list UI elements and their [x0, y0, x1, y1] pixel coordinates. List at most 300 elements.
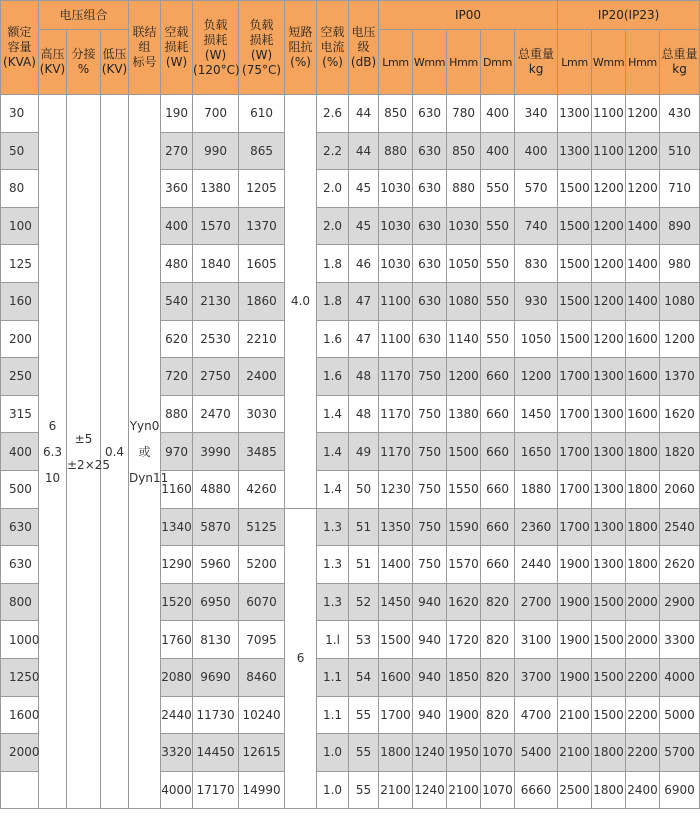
table-cell: 1500 — [558, 245, 592, 283]
table-cell: 190 — [161, 95, 193, 133]
table-cell: 1080 — [660, 282, 700, 320]
table-cell: 2200 — [626, 658, 660, 696]
header-line: (%) — [322, 55, 343, 69]
table-cell: 54 — [349, 658, 379, 696]
table-cell: 1500 — [558, 170, 592, 208]
table-cell: 1160 — [161, 470, 193, 508]
table-cell: 820 — [481, 658, 515, 696]
table-cell: 2100 — [558, 734, 592, 772]
table-cell: 47 — [349, 320, 379, 358]
table-cell: 12615 — [239, 734, 285, 772]
capacity-cell: 160 — [1, 282, 39, 320]
header-line: 空载 — [164, 25, 189, 39]
table-cell: 9690 — [193, 658, 239, 696]
table-cell: 1370 — [239, 207, 285, 245]
header-high-voltage — [39, 30, 67, 95]
table-cell: 1400 — [626, 207, 660, 245]
table-cell: 1350 — [379, 508, 413, 546]
table-cell: 6070 — [239, 583, 285, 621]
header-line: 阻抗 — [288, 40, 313, 54]
table-cell: 1500 — [592, 696, 626, 734]
table-cell: 980 — [660, 245, 700, 283]
table-cell: 1800 — [592, 734, 626, 772]
merged-line: 0.4 — [104, 444, 125, 459]
table-cell: 45 — [349, 207, 379, 245]
header-line: 额定 — [7, 25, 32, 39]
table-cell: 1900 — [558, 583, 592, 621]
header-ip20-weight: 总重量kg — [660, 30, 700, 95]
table-cell: 1200 — [592, 170, 626, 208]
table-cell: 2100 — [379, 771, 413, 809]
merged-line: 10 — [44, 470, 61, 485]
merged-line: 或 — [138, 444, 151, 459]
table-cell: 2200 — [626, 696, 660, 734]
table-cell: 2060 — [660, 470, 700, 508]
table-cell: 4000 — [161, 771, 193, 809]
merged-line: 6 — [48, 418, 57, 433]
table-cell: 1030 — [379, 245, 413, 283]
table-cell: 1200 — [592, 282, 626, 320]
table-cell: 2700 — [515, 583, 558, 621]
merged-line: ±2×25 — [67, 457, 111, 472]
table-cell: 1590 — [447, 508, 481, 546]
table-cell: 1300 — [592, 395, 626, 433]
header-line: 空载 — [320, 25, 345, 39]
header-ip00-length: Lmm — [379, 30, 413, 95]
table-cell: 1620 — [660, 395, 700, 433]
header-line: (KVA) — [3, 55, 36, 69]
table-cell: 1370 — [660, 358, 700, 396]
table-cell: 1500 — [592, 583, 626, 621]
header-no-load-loss — [161, 1, 193, 95]
table-cell: 990 — [193, 132, 239, 170]
table-cell: 820 — [481, 583, 515, 621]
header-line: 分接 — [71, 47, 96, 61]
table-cell: 3030 — [239, 395, 285, 433]
table-cell: 1.1 — [317, 696, 349, 734]
table-cell: 820 — [481, 621, 515, 659]
table-cell: 850 — [447, 132, 481, 170]
table-cell: 47 — [349, 282, 379, 320]
table-cell: 2620 — [660, 546, 700, 584]
table-cell: 2100 — [447, 771, 481, 809]
header-line: 负载 — [249, 17, 274, 32]
table-cell: 1030 — [379, 170, 413, 208]
header-ip00-weight: 总重量kg — [515, 30, 558, 95]
capacity-cell — [1, 771, 39, 809]
capacity-cell: 200 — [1, 320, 39, 358]
table-cell: 1200 — [626, 132, 660, 170]
table-cell: 1230 — [379, 470, 413, 508]
table-cell: 50 — [349, 470, 379, 508]
merged-line: ±5 — [74, 431, 93, 446]
table-cell: 1170 — [379, 433, 413, 471]
table-cell: 1100 — [592, 95, 626, 133]
table-cell: 940 — [413, 696, 447, 734]
table-cell: 660 — [481, 508, 515, 546]
table-cell: 610 — [239, 95, 285, 133]
table-cell: 5400 — [515, 734, 558, 772]
table-cell: 52 — [349, 583, 379, 621]
table-cell: 890 — [660, 207, 700, 245]
table-cell: 1500 — [592, 658, 626, 696]
table-cell: 1600 — [626, 358, 660, 396]
table-cell: 48 — [349, 358, 379, 396]
table-cell: 2000 — [626, 583, 660, 621]
table-cell: 1300 — [558, 132, 592, 170]
table-cell: 880 — [447, 170, 481, 208]
table-cell: 1700 — [558, 508, 592, 546]
table-cell: 1550 — [447, 470, 481, 508]
table-cell: 14990 — [239, 771, 285, 809]
table-cell: 2000 — [626, 621, 660, 659]
table-cell: 1880 — [515, 470, 558, 508]
table-cell: 480 — [161, 245, 193, 283]
table-cell: 1380 — [193, 170, 239, 208]
header-line: 标号 — [132, 55, 157, 69]
capacity-cell: 500 — [1, 470, 39, 508]
table-cell: 1.8 — [317, 245, 349, 283]
header-ip20-width: Wmm — [592, 30, 626, 95]
table-cell: 400 — [481, 95, 515, 133]
table-cell: 400 — [161, 207, 193, 245]
header-line: % — [77, 62, 90, 76]
table-cell: 2400 — [239, 358, 285, 396]
merged-low-voltage — [101, 95, 129, 809]
table-cell: 820 — [481, 696, 515, 734]
table-cell: 3990 — [193, 433, 239, 471]
header-line: (KV) — [101, 62, 128, 76]
header-noise — [349, 1, 379, 95]
table-cell: 4700 — [515, 696, 558, 734]
table-cell: 1700 — [558, 470, 592, 508]
table-cell: 2440 — [515, 546, 558, 584]
table-cell: 14450 — [193, 734, 239, 772]
table-cell: 1300 — [592, 470, 626, 508]
table-cell: 1070 — [481, 734, 515, 772]
table-cell: 5000 — [660, 696, 700, 734]
table-cell: 1900 — [558, 621, 592, 659]
table-cell: 53 — [349, 621, 379, 659]
table-cell: 8130 — [193, 621, 239, 659]
table-cell: 1300 — [558, 95, 592, 133]
table-cell: 660 — [481, 433, 515, 471]
header-line: 级 — [357, 40, 370, 54]
table-cell: 1240 — [413, 771, 447, 809]
table-cell: 1700 — [558, 358, 592, 396]
merged-impedance-b: 6 — [285, 508, 317, 809]
table-cell: 1840 — [193, 245, 239, 283]
table-cell: 2360 — [515, 508, 558, 546]
header-line: 短路 — [288, 25, 313, 39]
table-cell: 550 — [481, 207, 515, 245]
capacity-cell: 400 — [1, 433, 39, 471]
table-cell: 1.6 — [317, 358, 349, 396]
table-cell: 1400 — [379, 546, 413, 584]
table-cell: 1700 — [558, 395, 592, 433]
table-cell: 6900 — [660, 771, 700, 809]
table-cell: 1700 — [379, 696, 413, 734]
table-cell: 940 — [413, 583, 447, 621]
table-cell: 1140 — [447, 320, 481, 358]
table-cell: 570 — [515, 170, 558, 208]
header-line: (120°C) — [193, 62, 240, 77]
table-cell: 1900 — [558, 546, 592, 584]
table-cell: 7095 — [239, 621, 285, 659]
table-cell: 1500 — [379, 621, 413, 659]
header-load-loss-120 — [193, 1, 239, 95]
capacity-cell: 125 — [1, 245, 39, 283]
table-cell: 1300 — [592, 433, 626, 471]
table-cell: 44 — [349, 132, 379, 170]
table-cell: 2130 — [193, 282, 239, 320]
header-voltage-group: 电压组合 — [39, 1, 129, 30]
header-line: (75°C) — [242, 62, 282, 77]
table-cell: 940 — [413, 658, 447, 696]
table-cell: 880 — [161, 395, 193, 433]
table-cell: 2.6 — [317, 95, 349, 133]
table-cell: 1205 — [239, 170, 285, 208]
table-cell: 1300 — [592, 508, 626, 546]
header-ip20: IP20(IP23) — [558, 1, 700, 30]
table-cell: 1800 — [626, 470, 660, 508]
table-cell: 1.6 — [317, 320, 349, 358]
header-line: 容量 — [7, 40, 32, 54]
header-line: 损耗 — [164, 40, 189, 54]
table-cell: 1950 — [447, 734, 481, 772]
table-cell: 1800 — [592, 771, 626, 809]
table-cell: 1300 — [592, 358, 626, 396]
capacity-cell: 800 — [1, 583, 39, 621]
table-cell: 550 — [481, 320, 515, 358]
table-cell: 1200 — [447, 358, 481, 396]
table-cell: 45 — [349, 170, 379, 208]
table-cell: 1100 — [379, 320, 413, 358]
table-cell: 1500 — [592, 621, 626, 659]
table-cell: 1.3 — [317, 583, 349, 621]
header-ip00-height: Hmm — [447, 30, 481, 95]
table-cell: 780 — [447, 95, 481, 133]
header-line: (W) — [165, 55, 188, 69]
table-cell: 1.l — [317, 621, 349, 659]
table-cell: 1860 — [239, 282, 285, 320]
table-cell: 630 — [413, 207, 447, 245]
table-cell: 1600 — [379, 658, 413, 696]
capacity-cell: 80 — [1, 170, 39, 208]
table-cell: 10240 — [239, 696, 285, 734]
table-cell: 8460 — [239, 658, 285, 696]
table-cell: 4880 — [193, 470, 239, 508]
table-cell: 720 — [161, 358, 193, 396]
table-cell: 1290 — [161, 546, 193, 584]
table-cell: 4000 — [660, 658, 700, 696]
table-body — [1, 95, 700, 809]
table-cell: 1570 — [447, 546, 481, 584]
capacity-cell: 315 — [1, 395, 39, 433]
table-cell: 660 — [481, 358, 515, 396]
table-cell: 1500 — [558, 207, 592, 245]
table-cell: 1500 — [447, 433, 481, 471]
header-ip00-depth: Dmm — [481, 30, 515, 95]
table-cell: 1400 — [626, 282, 660, 320]
table-cell: 1720 — [447, 621, 481, 659]
table-cell: 51 — [349, 508, 379, 546]
table-cell: 1200 — [515, 358, 558, 396]
table-cell: 1900 — [558, 658, 592, 696]
table-cell: 1380 — [447, 395, 481, 433]
table-cell: 550 — [481, 282, 515, 320]
table-cell: 550 — [481, 245, 515, 283]
table-cell: 49 — [349, 433, 379, 471]
table-cell: 1200 — [626, 95, 660, 133]
table-cell: 630 — [413, 95, 447, 133]
table-cell: 1700 — [558, 433, 592, 471]
header-line: 高压 — [40, 47, 65, 61]
table-cell: 2.0 — [317, 207, 349, 245]
table-cell: 6950 — [193, 583, 239, 621]
table-cell: 48 — [349, 395, 379, 433]
table-cell: 1.4 — [317, 395, 349, 433]
table-cell: 2100 — [558, 696, 592, 734]
table-cell: 1030 — [447, 207, 481, 245]
table-cell: 430 — [660, 95, 700, 133]
table-cell: 2.2 — [317, 132, 349, 170]
header-connection — [129, 1, 161, 95]
table-cell: 620 — [161, 320, 193, 358]
table-cell: 400 — [481, 132, 515, 170]
header-ip20-length: Lmm — [558, 30, 592, 95]
capacity-cell: 250 — [1, 358, 39, 396]
table-cell: 1.3 — [317, 546, 349, 584]
table-cell: 1200 — [592, 207, 626, 245]
table-cell: 1100 — [379, 282, 413, 320]
merged-high-voltage — [39, 95, 67, 809]
header-ip00-width: Wmm — [413, 30, 447, 95]
table-cell: 540 — [161, 282, 193, 320]
merged-connection — [129, 95, 169, 809]
table-cell: 17170 — [193, 771, 239, 809]
table-cell: 940 — [413, 621, 447, 659]
table-cell: 2900 — [660, 583, 700, 621]
table-cell: 44 — [349, 95, 379, 133]
header-line: 组 — [138, 40, 151, 54]
table-cell: 2210 — [239, 320, 285, 358]
table-cell: 710 — [660, 170, 700, 208]
table-cell: 1200 — [626, 170, 660, 208]
capacity-cell: 630 — [1, 508, 39, 546]
table-cell: 1.0 — [317, 771, 349, 809]
capacity-cell: 100 — [1, 207, 39, 245]
table-cell: 1050 — [447, 245, 481, 283]
table-cell: 51 — [349, 546, 379, 584]
table-cell: 750 — [413, 433, 447, 471]
table-cell: 1500 — [558, 282, 592, 320]
header-line: 电流 — [320, 40, 345, 54]
table-cell: 750 — [413, 358, 447, 396]
header-line: (%) — [290, 55, 311, 69]
table-cell: 2470 — [193, 395, 239, 433]
table-cell: 1570 — [193, 207, 239, 245]
merged-line: Dyn11 — [129, 470, 169, 485]
table-cell: 1605 — [239, 245, 285, 283]
merged-impedance-a: 4.0 — [285, 95, 317, 509]
table-cell: 6660 — [515, 771, 558, 809]
header-line: 损耗 — [203, 32, 228, 47]
table-cell: 1.8 — [317, 282, 349, 320]
table-cell: 700 — [193, 95, 239, 133]
capacity-cell: 50 — [1, 132, 39, 170]
table-cell: 1600 — [626, 395, 660, 433]
table-cell: 1080 — [447, 282, 481, 320]
table-cell: 1200 — [660, 320, 700, 358]
table-cell: 3485 — [239, 433, 285, 471]
table-cell: 1520 — [161, 583, 193, 621]
table-cell: 5870 — [193, 508, 239, 546]
table-cell: 1800 — [626, 546, 660, 584]
table-cell: 830 — [515, 245, 558, 283]
table-cell: 2440 — [161, 696, 193, 734]
table-cell: 660 — [481, 395, 515, 433]
capacity-cell: 1600 — [1, 696, 39, 734]
table-row — [1, 95, 700, 133]
table-cell: 2080 — [161, 658, 193, 696]
table-cell: 1450 — [379, 583, 413, 621]
table-cell: 3320 — [161, 734, 193, 772]
table-cell: 1800 — [626, 508, 660, 546]
table-cell: 1450 — [515, 395, 558, 433]
header-low-voltage — [101, 30, 129, 95]
table-cell: 2400 — [626, 771, 660, 809]
table-cell: 1600 — [626, 320, 660, 358]
table-cell: 1.1 — [317, 658, 349, 696]
table-cell: 1030 — [379, 207, 413, 245]
capacity-cell: 1000 — [1, 621, 39, 659]
header-line: 电压 — [351, 25, 376, 39]
table-cell: 2200 — [626, 734, 660, 772]
table-cell: 5700 — [660, 734, 700, 772]
table-cell: 660 — [481, 470, 515, 508]
table-cell: 55 — [349, 696, 379, 734]
table-cell: 1170 — [379, 395, 413, 433]
table-cell: 1050 — [515, 320, 558, 358]
table-cell: 1820 — [660, 433, 700, 471]
table-cell: 5960 — [193, 546, 239, 584]
merged-line: Yyn0 — [129, 418, 160, 433]
table-cell: 1500 — [558, 320, 592, 358]
table-cell: 1340 — [161, 508, 193, 546]
table-cell: 750 — [413, 395, 447, 433]
table-cell: 2750 — [193, 358, 239, 396]
table-cell: 5200 — [239, 546, 285, 584]
table-cell: 360 — [161, 170, 193, 208]
table-cell: 1900 — [447, 696, 481, 734]
table-cell: 550 — [481, 170, 515, 208]
header-line: (KV) — [39, 62, 66, 76]
table-cell: 740 — [515, 207, 558, 245]
table-cell: 270 — [161, 132, 193, 170]
header-no-load-current — [317, 1, 349, 95]
capacity-cell: 630 — [1, 546, 39, 584]
table-cell: 510 — [660, 132, 700, 170]
table-header — [1, 1, 700, 95]
header-line: 负载 — [203, 17, 228, 32]
header-line: (W) — [204, 47, 227, 62]
table-cell: 2500 — [558, 771, 592, 809]
table-cell: 1170 — [379, 358, 413, 396]
table-cell: 630 — [413, 170, 447, 208]
table-cell: 3100 — [515, 621, 558, 659]
table-cell: 630 — [413, 132, 447, 170]
